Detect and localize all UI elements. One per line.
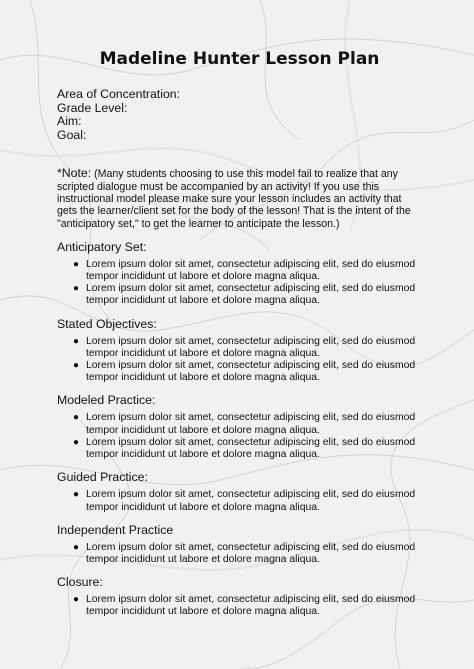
section bbox=[57, 575, 422, 618]
section bbox=[57, 240, 422, 308]
bullet-icon: ● bbox=[73, 412, 80, 424]
bullet-list bbox=[57, 412, 422, 461]
bullet-icon: ● bbox=[73, 335, 80, 347]
document-title: Madeline Hunter Lesson Plan bbox=[99, 49, 380, 69]
field-goal: Goal: bbox=[57, 127, 87, 142]
bullet-icon: ● bbox=[73, 594, 80, 606]
bullet-icon: ● bbox=[73, 283, 80, 295]
section-title: Guided Practice: bbox=[57, 470, 148, 485]
field-grade-level: Grade Level: bbox=[57, 100, 128, 115]
section-title: Stated Objectives: bbox=[57, 316, 157, 331]
bullet-list bbox=[57, 542, 422, 566]
bullet-list bbox=[57, 594, 422, 618]
bullet-icon: ● bbox=[73, 489, 80, 501]
section bbox=[57, 470, 422, 513]
list-item bbox=[57, 437, 422, 461]
list-item bbox=[57, 360, 422, 384]
list-item bbox=[57, 259, 422, 283]
list-item-text: Lorem ipsum dolor sit amet, consectetur adipiscing elit, sed do eiusmod tempor incididunt ut labore et dolore magna aliqua. bbox=[86, 283, 416, 307]
note-text: (Many students choosing to use this model fail to realize that any scripted dialogue must be accompanied by an activity! If you use this instructional model please make sure your lesson includes an activity that gets the learner/client set for the body of the lesson! That is the intent of the "anticipatory set," to get the learner to anticipate the lesson.) bbox=[57, 168, 411, 230]
bullet-icon: ● bbox=[73, 258, 80, 270]
list-item-text: Lorem ipsum dolor sit amet, consectetur adipiscing elit, sed do eiusmod tempor incididunt ut labore et dolore magna aliqua. bbox=[86, 436, 416, 461]
note-paragraph bbox=[57, 167, 422, 229]
bullet-list bbox=[57, 259, 422, 308]
header-fields bbox=[57, 88, 422, 142]
list-item-text: Lorem ipsum dolor sit amet, consectetur adipiscing elit, sed do eiusmod tempor incididunt ut labore et dolore magna aliqua. bbox=[86, 412, 416, 436]
list-item-text: Lorem ipsum dolor sit amet, consectetur adipiscing elit, sed do eiusmod tempor incididunt ut labore et dolore magna aliqua. bbox=[86, 541, 416, 565]
section-title: Anticipatory Set: bbox=[57, 239, 147, 254]
section-title: Closure: bbox=[57, 575, 103, 590]
section-title: Independent Practice bbox=[57, 522, 174, 537]
list-item-text: Lorem ipsum dolor sit amet, consectetur adipiscing elit, sed do eiusmod tempor incididunt ut labore et dolore magna aliqua. bbox=[86, 335, 416, 359]
bullet-list bbox=[57, 336, 422, 385]
list-item bbox=[57, 542, 422, 566]
list-item-text: Lorem ipsum dolor sit amet, consectetur adipiscing elit, sed do eiusmod tempor incididunt ut labore et dolore magna aliqua. bbox=[86, 360, 416, 384]
field-aim: Aim: bbox=[57, 114, 82, 129]
bullet-list bbox=[57, 489, 422, 513]
section bbox=[57, 393, 422, 461]
section-title: Modeled Practice: bbox=[57, 393, 156, 408]
list-item bbox=[57, 283, 422, 307]
list-item bbox=[57, 489, 422, 513]
bullet-icon: ● bbox=[73, 360, 80, 372]
note-label: *Note: bbox=[57, 166, 92, 181]
section bbox=[57, 317, 422, 385]
lesson-sections bbox=[57, 240, 422, 619]
section bbox=[57, 523, 422, 566]
bullet-icon: ● bbox=[73, 541, 80, 553]
list-item-text: Lorem ipsum dolor sit amet, consectetur adipiscing elit, sed do eiusmod tempor incididunt ut labore et dolore magna aliqua. bbox=[86, 258, 416, 283]
list-item bbox=[57, 412, 422, 436]
field-area-of-concentration: Area of Concentration: bbox=[57, 87, 181, 101]
list-item bbox=[57, 336, 422, 360]
list-item-text: Lorem ipsum dolor sit amet, consectetur adipiscing elit, sed do eiusmod tempor incididunt ut labore et dolore magna aliqua. bbox=[86, 594, 416, 618]
bullet-icon: ● bbox=[73, 436, 80, 448]
list-item bbox=[57, 594, 422, 618]
list-item-text: Lorem ipsum dolor sit amet, consectetur adipiscing elit, sed do eiusmod tempor incididunt ut labore et dolore magna aliqua. bbox=[86, 489, 416, 513]
